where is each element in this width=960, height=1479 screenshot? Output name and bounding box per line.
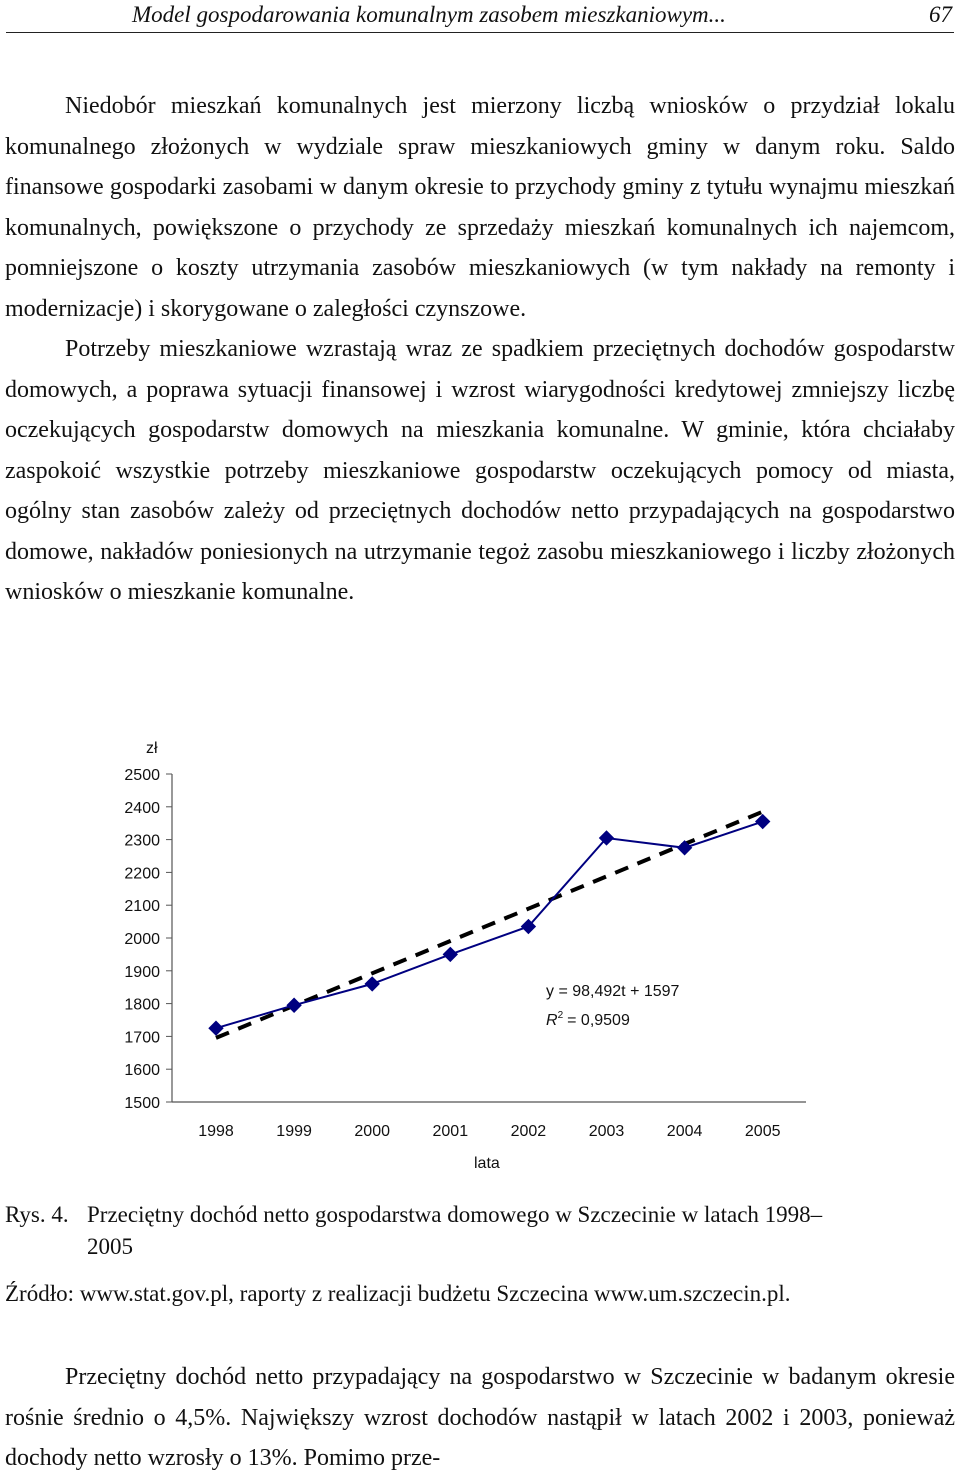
x-tick-label: 2005 bbox=[744, 1123, 781, 1140]
trend-equation: y = 98,492t + 1597 bbox=[546, 983, 680, 1000]
y-tick-label: 1600 bbox=[124, 1062, 160, 1080]
r-squared-label: $R^2 = 0,9509$ bbox=[546, 1010, 630, 1029]
y-tick-label: 2100 bbox=[124, 898, 160, 916]
x-tick-label: 2001 bbox=[432, 1123, 469, 1140]
y-tick-label: 2200 bbox=[124, 865, 160, 883]
y-tick-label: 2000 bbox=[124, 931, 160, 948]
y-tick-label: 2400 bbox=[124, 799, 160, 817]
x-tick-label: 1998 bbox=[198, 1123, 234, 1140]
paragraph: Potrzeby mieszkaniowe wzrastają wraz ze spadkiem przeciętnych dochodów gospodarstw domowych, a poprawa sytuacji finansowej i wzrost wiarygodności kredytowej zmniejszy liczbę oczekujących gospodarstw domowych na mieszkania komunalne. W gminie, która chciałaby zaspokoić wszystkie potrzeby mieszkaniowe gospodarstw oczekujących pomocy od miasta, ogólny stan zasobów zależy od przeciętnych dochodów netto przypadających na gospodarstwo domowe, nakładów poniesionych na utrzymanie tegoż zasobu mieszkaniowego i liczby złożonych wniosków o mieszkanie komunalne. bbox=[5, 336, 955, 605]
y-tick-label: 2300 bbox=[124, 832, 160, 850]
figure-source: Źródło: www.stat.gov.pl, raporty z realizacji budżetu Szczecina www.um.szczecin.pl. bbox=[5, 1281, 791, 1306]
x-tick-label: 2002 bbox=[510, 1123, 547, 1140]
data-point-marker bbox=[287, 998, 301, 1012]
x-tick-label: 2004 bbox=[666, 1123, 703, 1140]
data-point-marker bbox=[756, 815, 770, 829]
y-tick-label: 2500 bbox=[124, 767, 160, 784]
paragraph: Przeciętny dochód netto przypadający na gospodarstwo w Szczecinie w badanym okresie rośnie średnio o 4,5%. Największy wzrost dochodów nastąpił w latach 2002 i 2003, ponieważ dochody netto wzrosły o 13%. Pomimo prze- bbox=[5, 1364, 955, 1471]
x-tick-labels bbox=[198, 1123, 780, 1140]
caption-text-continued: 2005 bbox=[87, 1234, 133, 1259]
y-tick-label: 1500 bbox=[124, 1095, 160, 1112]
x-tick-label: 2003 bbox=[588, 1123, 625, 1140]
figure-caption bbox=[5, 1199, 955, 1310]
y-tick-label: 1900 bbox=[124, 963, 160, 981]
x-tick-label: 1999 bbox=[276, 1123, 312, 1140]
x-axis-label: lata bbox=[474, 1155, 500, 1172]
y-axis-unit-label: zł bbox=[146, 740, 158, 757]
figure-label: Rys. 4. bbox=[5, 1202, 69, 1227]
y-tick-label: 1800 bbox=[124, 996, 160, 1014]
paragraph: Niedobór mieszkań komunalnych jest mierzony liczbą wniosków o przydział lokalu komunalnego złożonych w wydziale spraw mieszkaniowych gminy w danym roku. Saldo finansowe gospodarki zasobami w danym okresie to przychody gminy z tytułu wynajmu mieszkań komunalnych, powiększone o przychody ze sprzedaży mieszkań komunalnych ich najemcom, pomniejszone o koszty utrzymania zasobów mieszkaniowych (w tym nakłady na remonty i modernizacje) i skorygowane o zaległości czynszowe. bbox=[5, 93, 955, 322]
caption-text: Przeciętny dochód netto gospodarstwa domowego w Szczecinie w latach 1998– bbox=[87, 1202, 823, 1227]
page-number: 67 bbox=[929, 2, 952, 27]
y-tick-labels bbox=[124, 767, 172, 1112]
data-point-marker bbox=[443, 947, 457, 961]
y-tick-label: 1700 bbox=[124, 1029, 160, 1047]
x-tick-label: 2000 bbox=[354, 1123, 390, 1140]
running-title: Model gospodarowania komunalnym zasobem mieszkaniowym... bbox=[132, 2, 726, 27]
data-point-marker bbox=[209, 1021, 223, 1035]
body-text-bottom bbox=[5, 1357, 955, 1479]
data-point-marker bbox=[365, 977, 379, 991]
